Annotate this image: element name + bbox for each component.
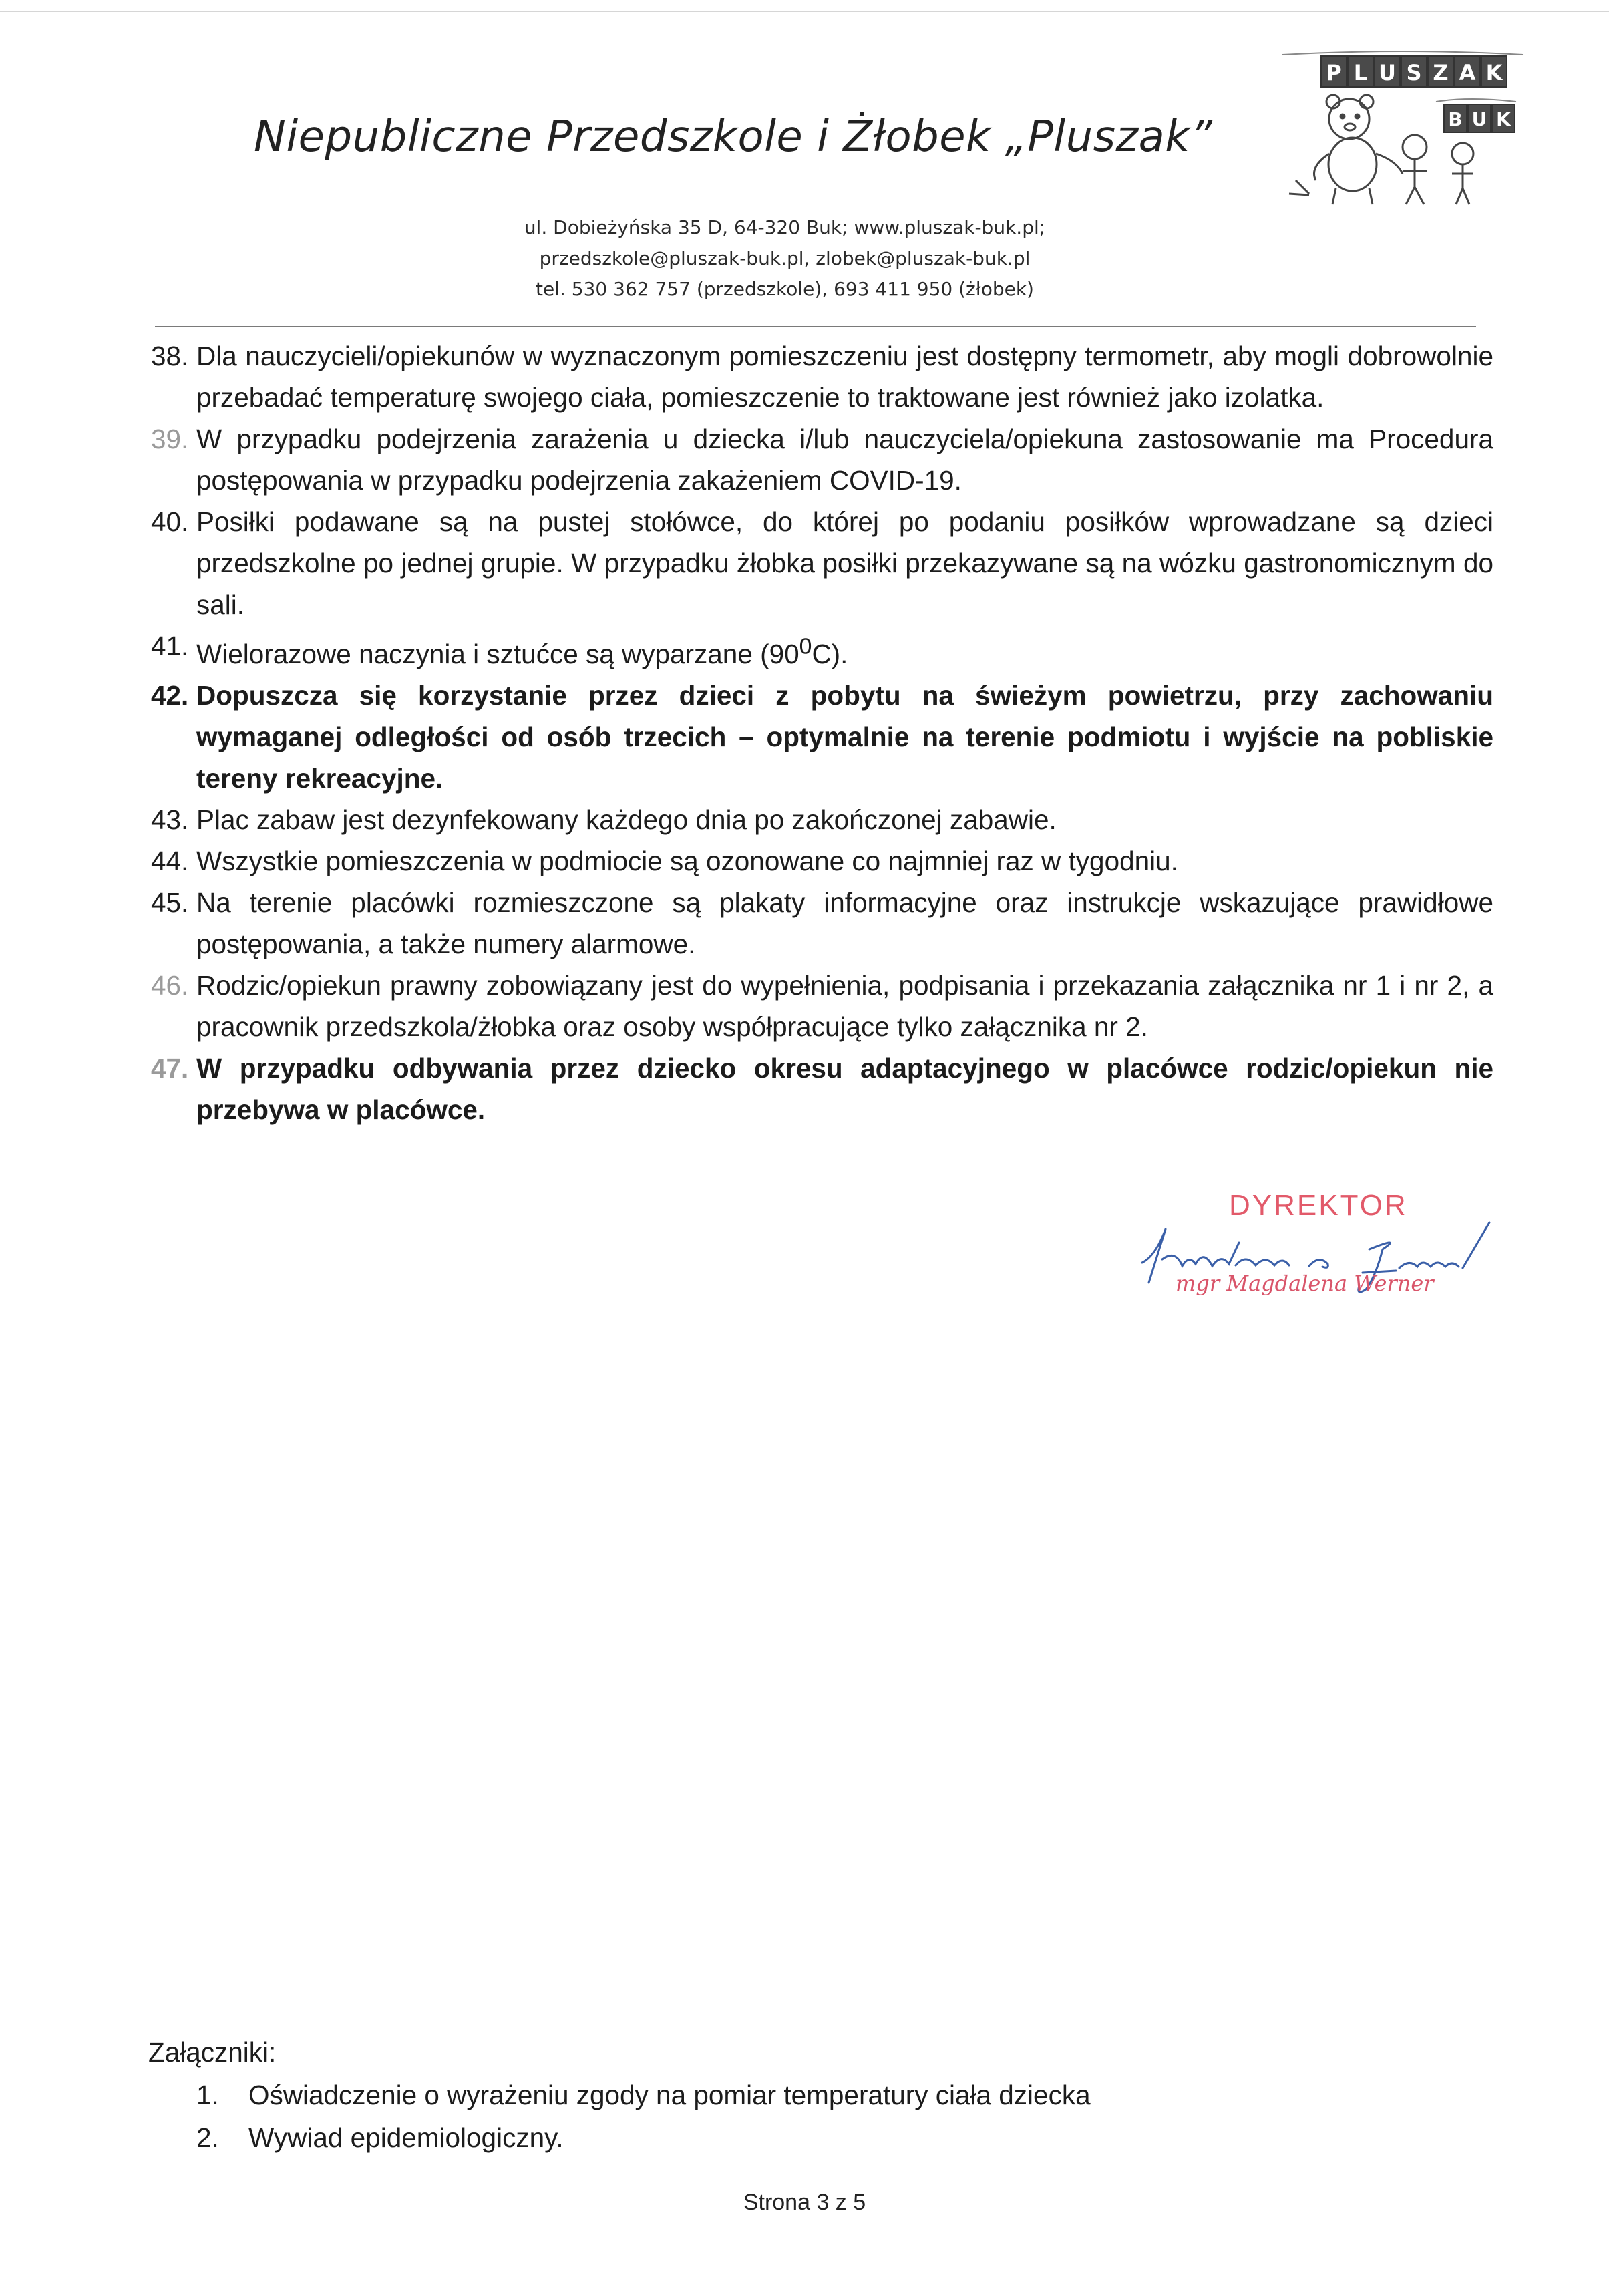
attachment-text: Oświadczenie o wyrażeniu zgody na pomiar temperatury ciała dziecka [248, 2080, 1091, 2110]
scan-edge-line [0, 11, 1609, 12]
item-text: W przypadku podejrzenia zarażenia u dziecka i/lub nauczyciela/opiekuna zastosowanie ma Procedura postępowania w przypadku podejrzenia zakażeniem COVID-19. [196, 424, 1493, 496]
svg-text:K: K [1496, 108, 1511, 130]
item-number: 46. [151, 969, 189, 1001]
list-item [151, 675, 1493, 799]
item-text: Na terenie placówki rozmieszczone są plakaty informacyjne oraz instrukcje wskazujące prawidłowe postępowania, a także numery alarmowe. [196, 886, 1493, 959]
item-number: 39. [151, 424, 189, 454]
item-number: 47. [151, 1052, 189, 1084]
item-text: Posiłki podawane są na pustej stołówce, do której po podaniu posiłków wprowadzane są dzieci przedszkolne po jednej grupie. W przypadku żłobka posiłki przekazywane są na wózku gastronomicznym do sali. [196, 506, 1493, 620]
item-text: Dla nauczycieli/opiekunów w wyznaczonym pomieszczeniu jest dostępny termometr, aby mogli dobrowolnie przebadać temperaturę swojego ciała, pomieszczenie to traktowane jest również jako izolatka. [196, 341, 1493, 413]
item-text: Wszystkie pomieszczenia w podmiocie są ozonowane co najmniej raz w tygodniu. [196, 845, 1178, 876]
item-text: W przypadku odbywania przez dziecko okresu adaptacyjnego w placówce rodzic/opiekun nie przebywa w placówce. [196, 1052, 1493, 1125]
item-text: Wielorazowe naczynia i sztućce są wyparzane $(90^0C)$. [196, 633, 848, 669]
stamp-title: DYREKTOR [1229, 1189, 1408, 1222]
stamp-name: mgr Magdalena Werner [1176, 1271, 1434, 1296]
svg-text:U: U [1379, 60, 1396, 86]
header-divider [155, 326, 1476, 327]
item-number: 43. [151, 804, 189, 835]
page-number: Strona 3 z 5 [743, 2190, 866, 2215]
list-item [151, 965, 1493, 1047]
pluszak-logo [1269, 40, 1530, 207]
svg-text:K: K [1485, 60, 1503, 86]
degree-superscript: 0 [799, 633, 812, 659]
list-item [151, 501, 1493, 625]
svg-text:L: L [1353, 60, 1368, 86]
item-number: 38. [151, 341, 189, 371]
svg-text:S: S [1406, 60, 1422, 86]
contact-address: ul. Dobieżyńska 35 D, 64-320 Buk; www.pluszak-buk.pl; [524, 216, 1046, 238]
contact-emails: przedszkole@pluszak-buk.pl, zlobek@pluszak-buk.pl [539, 247, 1031, 269]
attachments-heading: Załączniki: [148, 2037, 277, 2068]
attachment-item [148, 2116, 1417, 2159]
item-text: Rodzic/opiekun prawny zobowiązany jest do wypełnienia, podpisania i przekazania załącznika nr 1 i nr 2, a pracownik przedszkola/żłobka oraz osoby współpracujące tylko załącznika nr 2. [196, 969, 1493, 1042]
item-number: 41. [151, 631, 189, 661]
item-number: 40. [151, 506, 189, 537]
attachment-number: 2. [196, 2122, 219, 2153]
contact-phones: tel. 530 362 757 (przedszkole), 693 411 950 (żłobek) [536, 278, 1034, 300]
contact-block [374, 212, 1196, 305]
svg-text:Z: Z [1433, 60, 1449, 86]
attachments-section [148, 2031, 1417, 2159]
list-item [151, 1047, 1493, 1130]
children-illustration [1289, 135, 1473, 204]
item-number: 42. [151, 679, 189, 711]
item-number: 45. [151, 886, 189, 918]
list-item [151, 335, 1493, 418]
attachment-text: Wywiad epidemiologiczny. [248, 2122, 564, 2153]
svg-text:U: U [1471, 108, 1487, 130]
institution-title: Niepubliczne Przedszkole i Żłobek „Pluszak” [254, 112, 1213, 162]
director-stamp [1129, 1189, 1503, 1323]
list-item [151, 625, 1493, 675]
rules-list [151, 335, 1493, 1130]
item-number: 44. [151, 845, 189, 876]
svg-text:P: P [1326, 60, 1342, 86]
list-item [151, 799, 1493, 840]
teddy-bear-illustration [1314, 95, 1403, 204]
list-item [151, 418, 1493, 501]
item-text: Plac zabaw jest dezynfekowany każdego dnia po zakończonej zabawie. [196, 804, 1057, 835]
attachment-number: 1. [196, 2080, 219, 2110]
svg-text:B: B [1448, 108, 1463, 130]
list-item [151, 840, 1493, 882]
attachment-item [148, 2074, 1417, 2116]
svg-text:A: A [1459, 60, 1476, 86]
list-item [151, 882, 1493, 965]
item-text: Dopuszcza się korzystanie przez dzieci z pobytu na świeżym powietrzu, przy zachowaniu wymaganej odległości od osób trzecich – optymalnie na terenie podmiotu i wyjście na pobliskie tereny rekreacyjne. [196, 679, 1493, 794]
